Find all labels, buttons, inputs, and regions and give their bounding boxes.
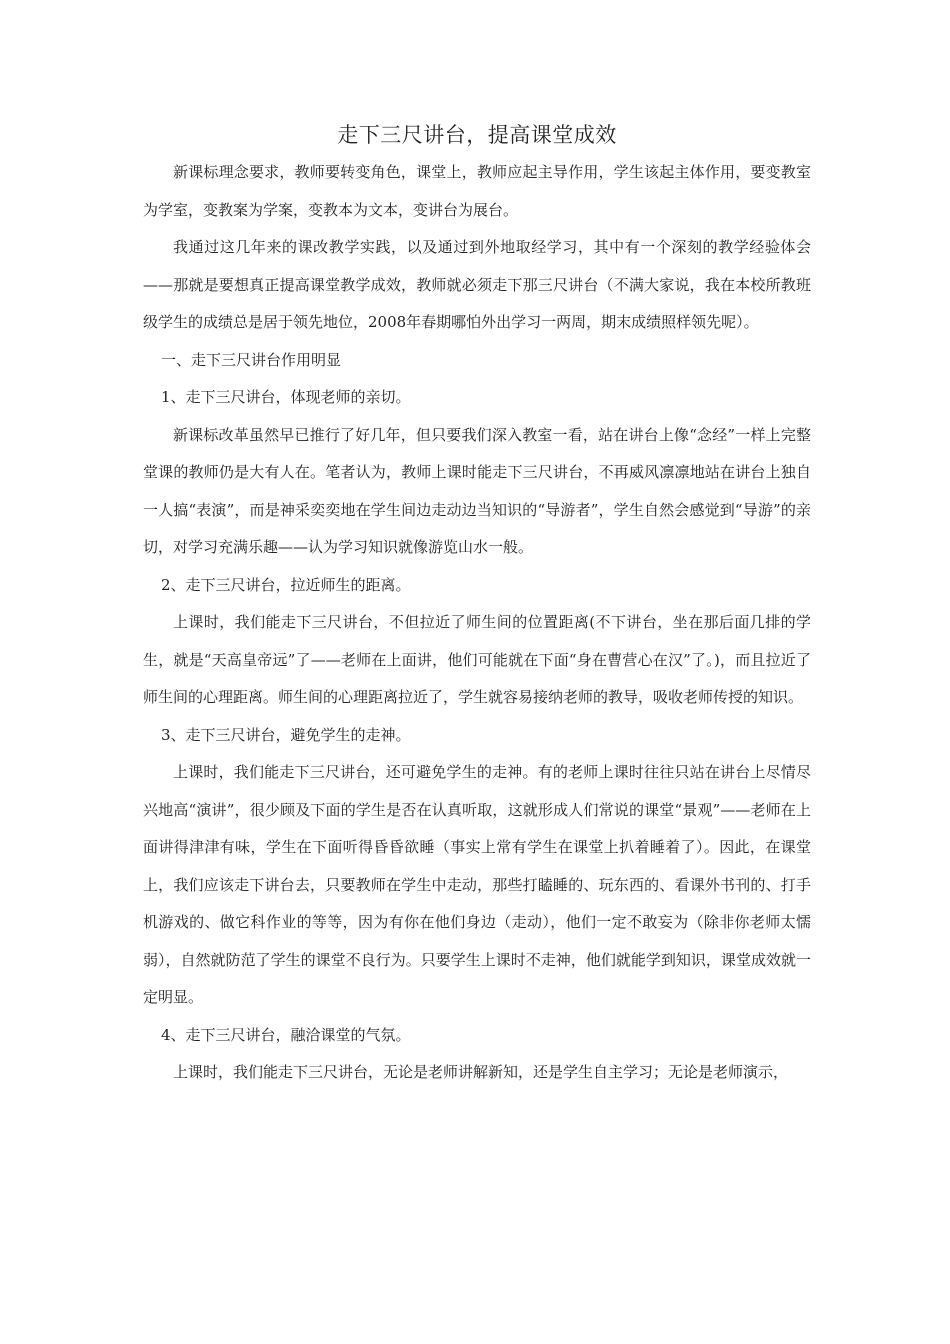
paragraph: 上课时，我们能走下三尺讲台，还可避免学生的走神。有的老师上课时往往只站在讲台上尽情尽兴地高“演讲”，很少顾及下面的学生是否在认真听取，这就形成人们常说的课堂“景观”——老师在上面讲得津津有味，学生在下面听得昏昏欲睡（事实上常有学生在课堂上扒着睡着了）。因此，在课堂上，我们应该走下讲台去，只要教师在学生中走动，那些打瞌睡的、玩东西的、看课外书刊的、打手机游戏的、做它科作业的等等，因为有你在他们身边（走动），他们一定不敢妄为（除非你老师太懦弱），自然就防范了学生的课堂不良行为。只要学生上课时不走神，他们就能学到知识，课堂成效就一定明显。 xyxy=(143,763,811,1006)
document-title: 走下三尺讲台，提高课堂成效 xyxy=(337,123,617,147)
paragraph: 上课时，我们能走下三尺讲台，无论是老师讲解新知，还是学生自主学习；无论是老师演示， xyxy=(173,1063,789,1081)
document-body xyxy=(143,118,811,1092)
paragraph: 我通过这几年来的课改教学实践，以及通过到外地取经学习，其中有一个深刻的教学经验体会——那就是要想真正提高课堂教学成效，教师就必须走下那三尺讲台（不满大家说，我在本校所教班级学生的成绩总是居于领先地位，2008年春期哪怕外出学习一两周，期末成绩照样领先呢）。 xyxy=(143,238,811,331)
section-heading: 2、走下三尺讲台，拉近师生的距离。 xyxy=(161,575,411,594)
section-heading: 1、走下三尺讲台，体现老师的亲切。 xyxy=(161,388,411,406)
section-heading: 3、走下三尺讲台，避免学生的走神。 xyxy=(161,725,411,744)
paragraph-list xyxy=(143,154,811,1092)
section-heading: 一、走下三尺讲台作用明显 xyxy=(161,350,342,369)
paragraph: 新课标改革虽然早已推行了好几年，但只要我们深入教室一看，站在讲台上像“念经”一样上完整堂课的教师仍是大有人在。笔者认为，教师上课时能走下三尺讲台，不再威风凛凛地站在讲台上独自一人搞“表演”，而是神采奕奕地在学生间边走动边当知识的“导游者”，学生自然会感觉到“导游”的亲切，对学习充满乐趣——认为学习知识就像游览山水一般。 xyxy=(143,425,811,556)
paragraph: 新课标理念要求，教师要转变角色，课堂上，教师应起主导作用，学生该起主体作用，要变教室为学室，变教案为学案，变教本为文本，变讲台为展台。 xyxy=(143,163,811,219)
section-heading: 4、走下三尺讲台，融洽课堂的气氛。 xyxy=(161,1025,411,1044)
paragraph: 上课时，我们能走下三尺讲台，不但拉近了师生间的位置距离(不下讲台，坐在那后面几排的学生，就是“天高皇帝远”了——老师在上面讲，他们可能就在下面“身在曹营心在汉”了。)，而且拉近了师生间的心理距离。师生间的心理距离拉近了，学生就容易接纳老师的教导，吸收老师传授的知识。 xyxy=(143,613,811,706)
